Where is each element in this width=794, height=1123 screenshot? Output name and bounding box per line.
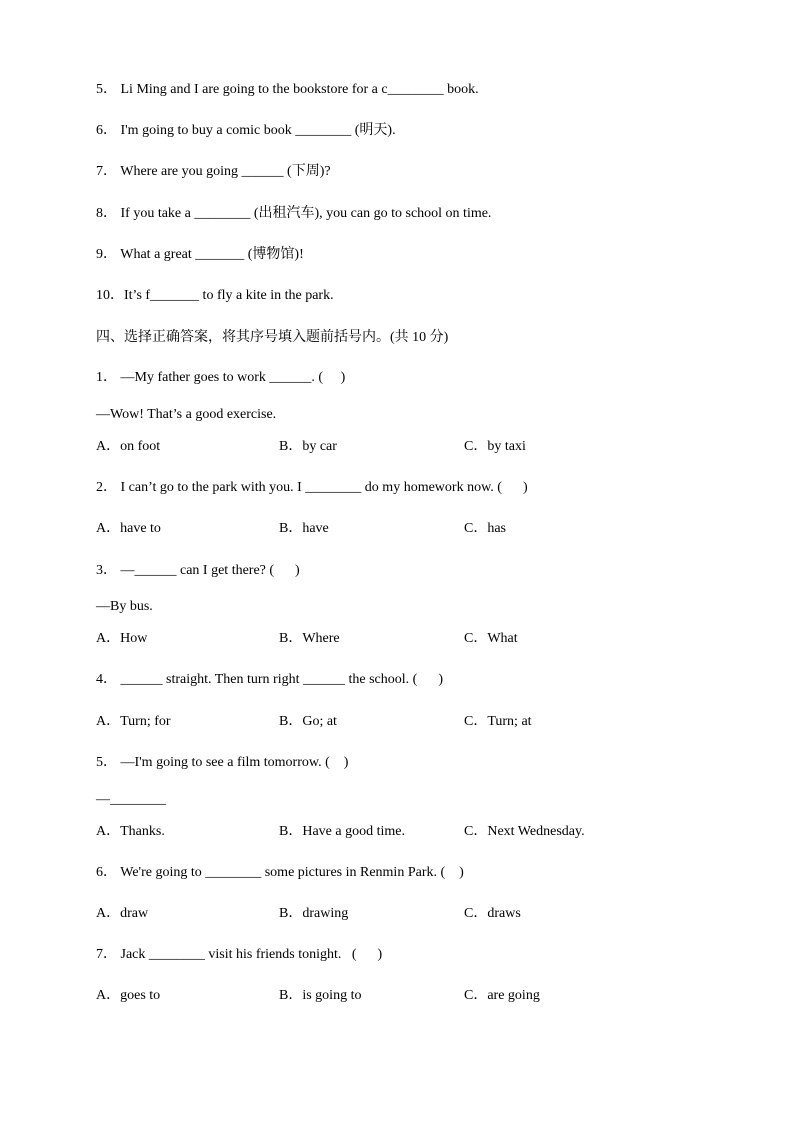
question-4-stem: 4． ______ straight. Then turn right ______ the school. ( ) xyxy=(96,672,443,687)
question-6-option-a: A．draw xyxy=(96,906,149,921)
question-5-stem: 5． —I'm going to see a film tomorrow. ( ) xyxy=(96,755,349,770)
question-6-stem: 6． We're going to ________ some pictures in Renmin Park. ( ) xyxy=(96,865,464,880)
question-1-option-c: C．by taxi xyxy=(464,439,526,454)
question-2-option-c: C．has xyxy=(464,521,506,536)
question-3-option-a: A．How xyxy=(96,631,148,646)
fill-in-item-10: 10．It’s f_______ to fly a kite in the park. xyxy=(96,288,334,303)
question-1-option-b: B．by car xyxy=(279,439,337,454)
question-2-stem: 2． I can’t go to the park with you. I ________ do my homework now. ( ) xyxy=(96,480,528,495)
question-5-reply: —________ xyxy=(96,792,166,807)
question-7-option-a: A．goes to xyxy=(96,988,161,1003)
question-5-option-c: C．Next Wednesday. xyxy=(464,824,585,839)
fill-in-item-5: 5． Li Ming and I are going to the bookstore for a c________ book. xyxy=(96,82,479,97)
section-title: 四、选择正确答案，将其序号填入题前括号内。(共 10 分) xyxy=(96,330,449,345)
question-7-option-c: C．are going xyxy=(464,988,540,1003)
question-7-option-b: B．is going to xyxy=(279,988,362,1003)
question-7-stem: 7． Jack ________ visit his friends tonight. ( ) xyxy=(96,947,383,962)
question-5-option-b: B．Have a good time. xyxy=(279,824,405,839)
question-3-option-c: C．What xyxy=(464,631,518,646)
question-5-option-a: A．Thanks. xyxy=(96,824,165,839)
question-3-option-b: B．Where xyxy=(279,631,340,646)
question-2-option-b: B．have xyxy=(279,521,329,536)
question-3-reply: —By bus. xyxy=(96,599,153,614)
question-2-option-a: A．have to xyxy=(96,521,161,536)
fill-in-item-6: 6． I'm going to buy a comic book ________ (明天). xyxy=(96,123,396,138)
question-1-stem: 1． —My father goes to work ______. ( ) xyxy=(96,370,346,385)
question-4-option-b: B．Go; at xyxy=(279,714,337,729)
question-6-option-c: C．draws xyxy=(464,906,521,921)
question-4-option-a: A．Turn; for xyxy=(96,714,171,729)
fill-in-item-7: 7． Where are you going ______ (下周)? xyxy=(96,164,331,179)
question-6-option-b: B．drawing xyxy=(279,906,349,921)
fill-in-item-9: 9． What a great _______ (博物馆)! xyxy=(96,247,304,262)
question-3-stem: 3． —______ can I get there? ( ) xyxy=(96,563,300,578)
question-1-reply: —Wow! That’s a good exercise. xyxy=(96,407,277,422)
fill-in-item-8: 8． If you take a ________ (出租汽车), you can go to school on time. xyxy=(96,206,492,221)
question-4-option-c: C．Turn; at xyxy=(464,714,532,729)
question-1-option-a: A．on foot xyxy=(96,439,161,454)
